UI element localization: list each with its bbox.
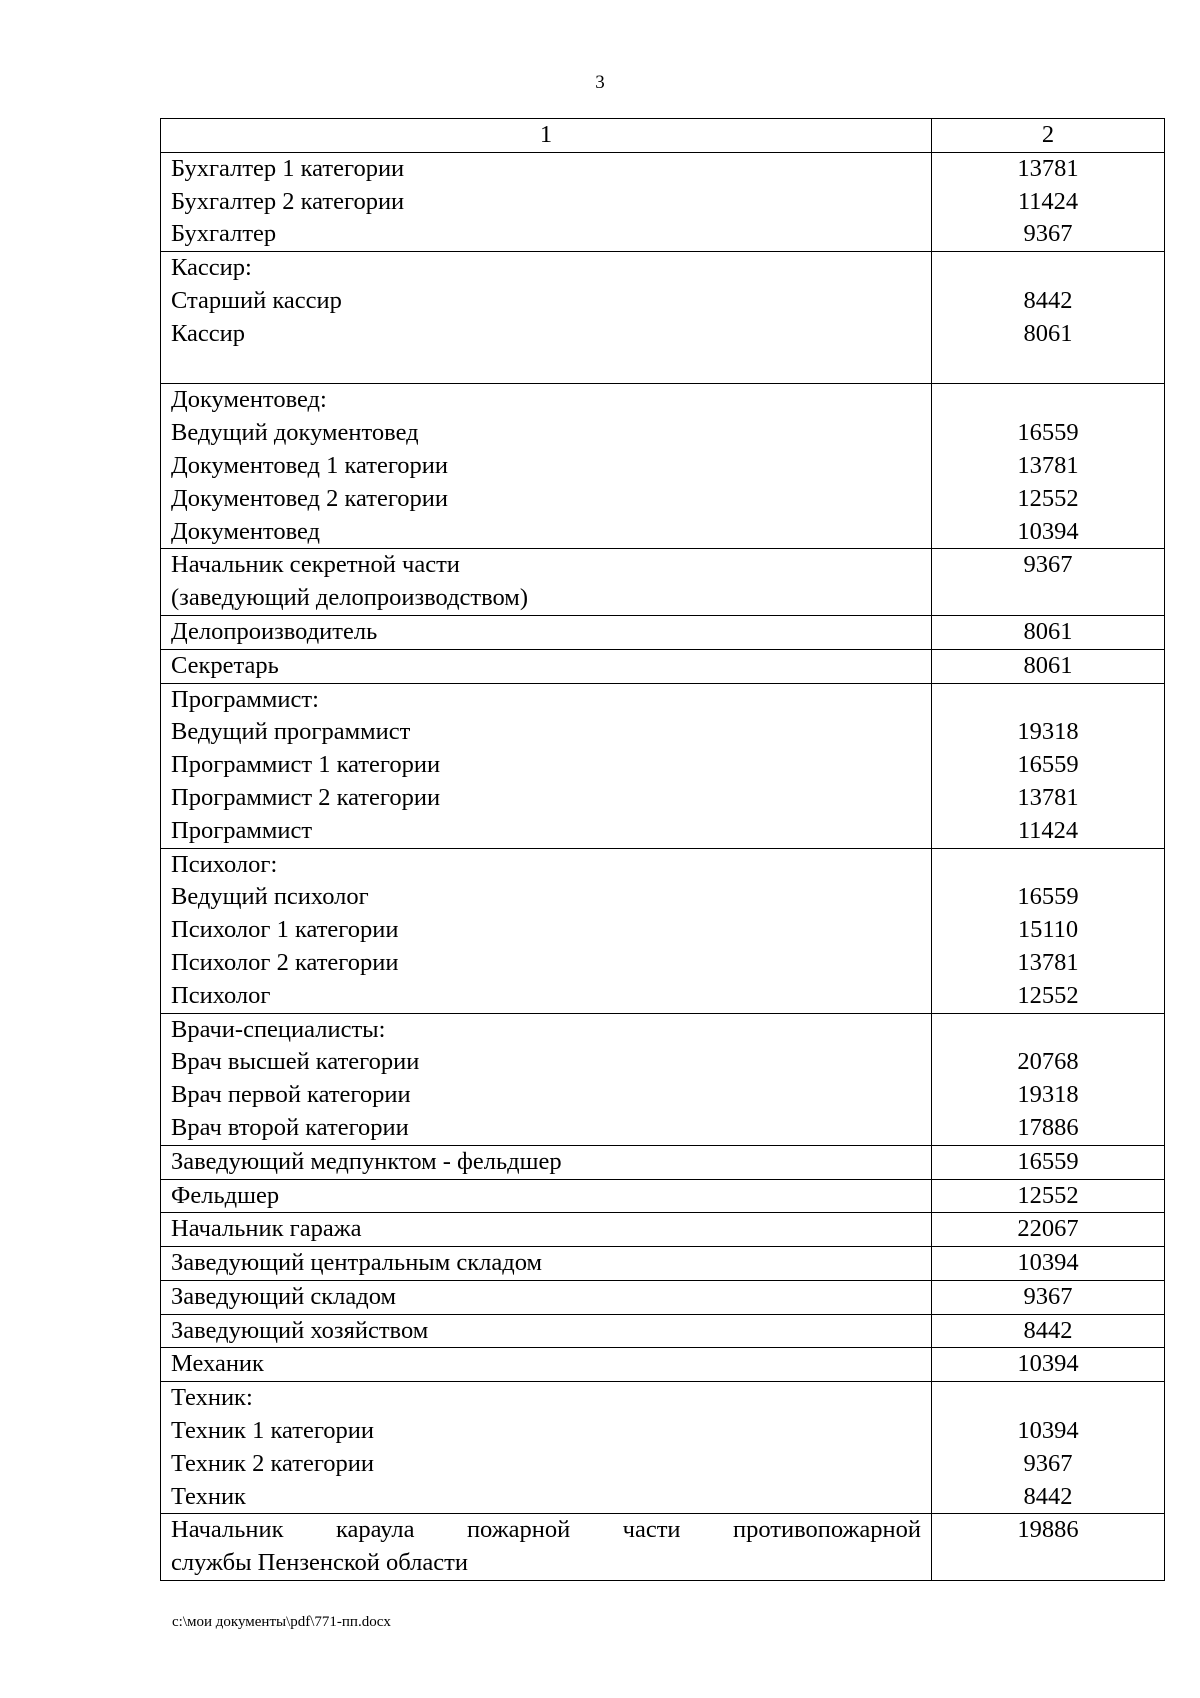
position-line: Ведущий программист [171,718,411,746]
salary-cell [932,1280,1165,1314]
salary-value: 9367 [1023,1282,1073,1310]
position-line: Врач первой категории [171,1081,411,1109]
position-line: (заведующий делопроизводством) [171,584,528,612]
salary-value [942,849,1154,882]
table-row [161,1314,1165,1348]
column-header-1: 1 [161,119,932,153]
salary-value [942,1382,1154,1415]
position-cell [161,1348,932,1382]
position-line: Заведующий хозяйством [171,1316,429,1344]
salary-cell [932,1514,1165,1581]
salary-value [942,1547,1154,1580]
salary-value [942,582,1154,615]
salary-value: 19886 [1017,1516,1079,1544]
table-row [161,1348,1165,1382]
table-row [161,615,1165,649]
positions-salary-table [160,118,1165,1581]
table-row [161,683,1165,848]
position-line: Старший кассир [171,286,342,314]
position-cell [161,1514,932,1581]
column-header-2: 2 [932,119,1165,153]
position-line: Программист [171,816,313,844]
position-cell [161,1179,932,1213]
position-line: Техник: [171,1384,253,1412]
position-cell [161,1280,932,1314]
salary-value: 16559 [1017,1147,1079,1175]
salary-value: 15110 [1017,916,1079,944]
position-line: Механик [171,1350,264,1378]
salary-cell [932,1013,1165,1145]
table-row [161,1247,1165,1281]
position-line: Заведующий центральным складом [171,1249,543,1277]
salary-value: 8442 [1023,1316,1073,1344]
table-row [161,549,1165,616]
salary-cell [932,1382,1165,1514]
salary-value: 22067 [1017,1215,1079,1243]
table-row [161,1382,1165,1514]
table-row [161,848,1165,1013]
position-cell [161,384,932,549]
salary-cell [932,848,1165,1013]
position-cell [161,649,932,683]
salary-value: 8061 [1023,651,1073,679]
position-cell [161,848,932,1013]
footer-file-path: c:\мои документы\pdf\771-пп.docx [172,1614,391,1630]
salary-value: 12552 [1017,484,1079,512]
table-row [161,252,1165,384]
position-line: Документовед 1 категории [171,451,449,479]
salary-cell [932,1314,1165,1348]
salary-value: 12552 [1017,1181,1079,1209]
table-row [161,1145,1165,1179]
position-line: Техник 1 категории [171,1417,374,1445]
salary-value: 8442 [1023,286,1073,314]
position-line: Кассир [171,319,246,347]
salary-value: 13781 [1017,451,1079,479]
position-line: Врач второй категории [171,1113,409,1141]
position-line: Техник [171,1482,246,1510]
table-row [161,1179,1165,1213]
position-line: Документовед: [171,386,327,414]
position-line: Врач высшей категории [171,1048,420,1076]
position-line: Психолог [171,981,271,1009]
position-cell [161,615,932,649]
position-line: Начальник гаража [171,1215,362,1243]
salary-value: 9367 [1023,1449,1073,1477]
table-row [161,1280,1165,1314]
salary-value: 12552 [1017,981,1079,1009]
position-line: Документовед 2 категории [171,484,449,512]
position-line: Программист 2 категории [171,783,441,811]
salary-value: 13781 [1017,154,1079,182]
salary-value: 16559 [1017,751,1079,779]
position-line: Заведующий складом [171,1282,396,1310]
position-line: Бухгалтер [171,220,277,248]
salary-value: 10394 [1017,517,1079,545]
table-row [161,649,1165,683]
page-number: 3 [595,72,605,93]
salary-value: 11424 [1017,187,1079,215]
position-cell [161,549,932,616]
position-line [171,351,921,384]
position-line: Бухгалтер 1 категории [171,154,405,182]
salary-cell [932,1348,1165,1382]
position-line: Заведующий медпунктом - фельдшер [171,1147,562,1175]
position-cell [161,252,932,384]
salary-value: 9367 [1023,220,1073,248]
position-line: Программист: [171,685,319,713]
salary-value: 11424 [1017,816,1079,844]
salary-value [942,351,1154,384]
position-line: Врачи-специалисты: [171,1015,386,1043]
salary-value: 19318 [1017,718,1079,746]
position-line: Психолог: [171,850,278,878]
salary-value: 8061 [1023,319,1073,347]
position-line: Ведущий психолог [171,883,369,911]
salary-value: 9367 [1023,551,1073,579]
position-cell [161,1247,932,1281]
salary-cell [932,252,1165,384]
salary-cell [932,1145,1165,1179]
position-cell [161,1314,932,1348]
position-line: Бухгалтер 2 категории [171,187,405,215]
position-line: Документовед [171,517,321,545]
position-cell [161,152,932,251]
position-line: Кассир: [171,254,252,282]
table-row [161,152,1165,251]
salary-value: 19318 [1017,1081,1079,1109]
position-line: Делопроизводитель [171,617,378,645]
salary-cell [932,1179,1165,1213]
salary-cell [932,1247,1165,1281]
position-line: Программист 1 категории [171,751,441,779]
table-row [161,1213,1165,1247]
salary-value: 13781 [1017,783,1079,811]
position-cell [161,683,932,848]
position-cell [161,1382,932,1514]
table-header-row [161,119,1165,153]
salary-cell [932,615,1165,649]
table-row [161,384,1165,549]
position-cell [161,1145,932,1179]
salary-value: 10394 [1017,1417,1079,1445]
table-row [161,1013,1165,1145]
position-line: Психолог 2 категории [171,948,399,976]
salary-value: 13781 [1017,948,1079,976]
salary-value: 8061 [1023,617,1073,645]
salary-cell [932,683,1165,848]
salary-value [942,1014,1154,1047]
position-cell [161,1213,932,1247]
position-line: Секретарь [171,651,279,679]
salary-value [942,684,1154,717]
position-line: Ведущий документовед [171,419,419,447]
table-body [161,152,1165,1580]
position-line: Начальник секретной части [171,551,460,579]
salary-cell [932,384,1165,549]
position-cell [161,1013,932,1145]
position-line: Техник 2 категории [171,1449,374,1477]
salary-cell [932,152,1165,251]
position-line: Начальник караула пожарной части противопожарной [171,1516,921,1544]
salary-value: 20768 [1017,1048,1079,1076]
salary-value: 10394 [1017,1249,1079,1277]
table-row [161,1514,1165,1581]
salary-value: 16559 [1017,883,1079,911]
salary-value: 17886 [1017,1113,1079,1141]
position-line: Психолог 1 категории [171,916,399,944]
position-line: службы Пензенской области [171,1549,468,1577]
salary-value: 8442 [1023,1482,1073,1510]
salary-cell [932,1213,1165,1247]
position-line: Фельдшер [171,1181,280,1209]
salary-value [942,252,1154,285]
salary-cell [932,549,1165,616]
salary-cell [932,649,1165,683]
salary-value: 10394 [1017,1350,1079,1378]
salary-value: 16559 [1017,419,1079,447]
salary-value [942,384,1154,417]
